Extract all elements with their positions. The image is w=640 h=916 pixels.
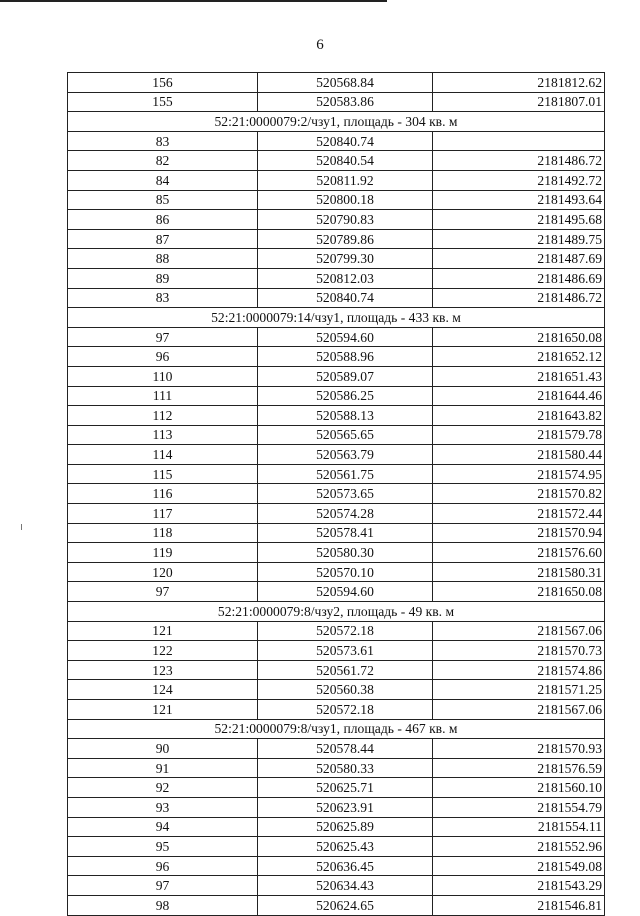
- point-number-cell: 96: [68, 347, 258, 367]
- table-row: [68, 73, 605, 93]
- x-coordinate-cell: 520625.43: [258, 837, 433, 857]
- point-number-cell: 84: [68, 170, 258, 190]
- table-row: [68, 543, 605, 563]
- point-number-cell: 97: [68, 327, 258, 347]
- table-row: [68, 229, 605, 249]
- section-title: 52:21:0000079:14/чзу1, площадь - 433 кв. м: [68, 308, 605, 328]
- x-coordinate-cell: 520594.60: [258, 327, 433, 347]
- x-coordinate-cell: 520594.60: [258, 582, 433, 602]
- x-coordinate-cell: 520811.92: [258, 170, 433, 190]
- y-coordinate-cell: 2181486.72: [433, 151, 605, 171]
- table-row: [68, 288, 605, 308]
- table-row: [68, 758, 605, 778]
- table-row: [68, 268, 605, 288]
- table-row: [68, 660, 605, 680]
- point-number-cell: 122: [68, 641, 258, 661]
- x-coordinate-cell: 520800.18: [258, 190, 433, 210]
- table-row: [68, 445, 605, 465]
- point-number-cell: 121: [68, 621, 258, 641]
- section-header-row: [68, 719, 605, 739]
- x-coordinate-cell: 520840.74: [258, 288, 433, 308]
- point-number-cell: 118: [68, 523, 258, 543]
- y-coordinate-cell: 2181812.62: [433, 73, 605, 93]
- point-number-cell: 88: [68, 249, 258, 269]
- point-number-cell: 83: [68, 288, 258, 308]
- table-row: [68, 170, 605, 190]
- table-row: [68, 837, 605, 857]
- x-coordinate-cell: 520624.65: [258, 895, 433, 915]
- x-coordinate-cell: 520840.54: [258, 151, 433, 171]
- y-coordinate-cell: 2181554.11: [433, 817, 605, 837]
- section-header-row: [68, 308, 605, 328]
- x-coordinate-cell: 520570.10: [258, 562, 433, 582]
- section-title: 52:21:0000079:8/чзу1, площадь - 467 кв. м: [68, 719, 605, 739]
- table-row: [68, 249, 605, 269]
- point-number-cell: 112: [68, 406, 258, 426]
- x-coordinate-cell: 520588.13: [258, 406, 433, 426]
- point-number-cell: 124: [68, 680, 258, 700]
- y-coordinate-cell: 2181574.95: [433, 464, 605, 484]
- table-row: [68, 700, 605, 720]
- coordinates-table: [67, 72, 605, 916]
- y-coordinate-cell: 2181546.81: [433, 895, 605, 915]
- margin-mark: [21, 524, 22, 530]
- y-coordinate-cell: 2181576.59: [433, 758, 605, 778]
- x-coordinate-cell: 520789.86: [258, 229, 433, 249]
- point-number-cell: 95: [68, 837, 258, 857]
- table-row: [68, 190, 605, 210]
- point-number-cell: 92: [68, 778, 258, 798]
- point-number-cell: 83: [68, 131, 258, 151]
- x-coordinate-cell: 520578.41: [258, 523, 433, 543]
- x-coordinate-cell: 520625.89: [258, 817, 433, 837]
- point-number-cell: 111: [68, 386, 258, 406]
- y-coordinate-cell: 2181567.06: [433, 621, 605, 641]
- x-coordinate-cell: 520583.86: [258, 92, 433, 112]
- y-coordinate-cell: 2181580.31: [433, 562, 605, 582]
- table-row: [68, 778, 605, 798]
- point-number-cell: 110: [68, 366, 258, 386]
- x-coordinate-cell: 520580.33: [258, 758, 433, 778]
- point-number-cell: 117: [68, 504, 258, 524]
- point-number-cell: 115: [68, 464, 258, 484]
- point-number-cell: 120: [68, 562, 258, 582]
- y-coordinate-cell: 2181543.29: [433, 876, 605, 896]
- y-coordinate-cell: 2181650.08: [433, 327, 605, 347]
- section-header-row: [68, 112, 605, 132]
- x-coordinate-cell: 520623.91: [258, 797, 433, 817]
- section-title: 52:21:0000079:2/чзу1, площадь - 304 кв. м: [68, 112, 605, 132]
- point-number-cell: 91: [68, 758, 258, 778]
- y-coordinate-cell: 2181489.75: [433, 229, 605, 249]
- table-row: [68, 151, 605, 171]
- table-row: [68, 92, 605, 112]
- top-rule: [0, 0, 387, 2]
- point-number-cell: 87: [68, 229, 258, 249]
- y-coordinate-cell: 2181570.82: [433, 484, 605, 504]
- point-number-cell: 116: [68, 484, 258, 504]
- page-number: 6: [316, 37, 324, 53]
- table-row: [68, 131, 605, 151]
- point-number-cell: 156: [68, 73, 258, 93]
- point-number-cell: 90: [68, 739, 258, 759]
- x-coordinate-cell: 520573.61: [258, 641, 433, 661]
- point-number-cell: 86: [68, 210, 258, 230]
- y-coordinate-cell: 2181567.06: [433, 700, 605, 720]
- y-coordinate-cell: 2181487.69: [433, 249, 605, 269]
- point-number-cell: 94: [68, 817, 258, 837]
- x-coordinate-cell: 520586.25: [258, 386, 433, 406]
- point-number-cell: 98: [68, 895, 258, 915]
- table-row: [68, 621, 605, 641]
- table-row: [68, 856, 605, 876]
- y-coordinate-cell: 2181651.43: [433, 366, 605, 386]
- point-number-cell: 89: [68, 268, 258, 288]
- y-coordinate-cell: 2181552.96: [433, 837, 605, 857]
- point-number-cell: 114: [68, 445, 258, 465]
- y-coordinate-cell: 2181493.64: [433, 190, 605, 210]
- y-coordinate-cell: 2181570.93: [433, 739, 605, 759]
- x-coordinate-cell: 520561.72: [258, 660, 433, 680]
- point-number-cell: 85: [68, 190, 258, 210]
- table-row: [68, 523, 605, 543]
- x-coordinate-cell: 520572.18: [258, 621, 433, 641]
- table-row: [68, 876, 605, 896]
- table-row: [68, 680, 605, 700]
- y-coordinate-cell: 2181495.68: [433, 210, 605, 230]
- x-coordinate-cell: 520573.65: [258, 484, 433, 504]
- x-coordinate-cell: 520578.44: [258, 739, 433, 759]
- x-coordinate-cell: 520563.79: [258, 445, 433, 465]
- y-coordinate-cell: 2181807.01: [433, 92, 605, 112]
- table-row: [68, 327, 605, 347]
- y-coordinate-cell: 2181572.44: [433, 504, 605, 524]
- x-coordinate-cell: 520580.30: [258, 543, 433, 563]
- x-coordinate-cell: 520636.45: [258, 856, 433, 876]
- x-coordinate-cell: 520561.75: [258, 464, 433, 484]
- y-coordinate-cell: 2181652.12: [433, 347, 605, 367]
- table-row: [68, 386, 605, 406]
- y-coordinate-cell: 2181644.46: [433, 386, 605, 406]
- y-coordinate-cell: 2181574.86: [433, 660, 605, 680]
- y-coordinate-cell: 2181579.78: [433, 425, 605, 445]
- table-row: [68, 582, 605, 602]
- y-coordinate-cell: 2181570.73: [433, 641, 605, 661]
- table-row: [68, 641, 605, 661]
- y-coordinate-cell: 2181570.94: [433, 523, 605, 543]
- x-coordinate-cell: 520634.43: [258, 876, 433, 896]
- table-row: [68, 817, 605, 837]
- y-coordinate-cell: 2181486.72: [433, 288, 605, 308]
- coordinates-table-body: [68, 73, 605, 916]
- y-coordinate-cell: 2181650.08: [433, 582, 605, 602]
- y-coordinate-cell: 2181554.79: [433, 797, 605, 817]
- point-number-cell: 96: [68, 856, 258, 876]
- point-number-cell: 97: [68, 876, 258, 896]
- table-row: [68, 347, 605, 367]
- x-coordinate-cell: 520589.07: [258, 366, 433, 386]
- point-number-cell: 113: [68, 425, 258, 445]
- y-coordinate-cell: [433, 131, 605, 151]
- point-number-cell: 155: [68, 92, 258, 112]
- table-row: [68, 425, 605, 445]
- table-row: [68, 562, 605, 582]
- x-coordinate-cell: 520812.03: [258, 268, 433, 288]
- table-row: [68, 210, 605, 230]
- table-row: [68, 464, 605, 484]
- x-coordinate-cell: 520574.28: [258, 504, 433, 524]
- point-number-cell: 121: [68, 700, 258, 720]
- x-coordinate-cell: 520588.96: [258, 347, 433, 367]
- y-coordinate-cell: 2181492.72: [433, 170, 605, 190]
- x-coordinate-cell: 520560.38: [258, 680, 433, 700]
- y-coordinate-cell: 2181486.69: [433, 268, 605, 288]
- x-coordinate-cell: 520799.30: [258, 249, 433, 269]
- section-header-row: [68, 602, 605, 622]
- y-coordinate-cell: 2181571.25: [433, 680, 605, 700]
- x-coordinate-cell: 520840.74: [258, 131, 433, 151]
- point-number-cell: 82: [68, 151, 258, 171]
- y-coordinate-cell: 2181576.60: [433, 543, 605, 563]
- table-row: [68, 366, 605, 386]
- table-row: [68, 895, 605, 915]
- y-coordinate-cell: 2181549.08: [433, 856, 605, 876]
- table-row: [68, 484, 605, 504]
- x-coordinate-cell: 520790.83: [258, 210, 433, 230]
- y-coordinate-cell: 2181643.82: [433, 406, 605, 426]
- x-coordinate-cell: 520572.18: [258, 700, 433, 720]
- x-coordinate-cell: 520568.84: [258, 73, 433, 93]
- point-number-cell: 93: [68, 797, 258, 817]
- y-coordinate-cell: 2181580.44: [433, 445, 605, 465]
- x-coordinate-cell: 520625.71: [258, 778, 433, 798]
- table-row: [68, 406, 605, 426]
- x-coordinate-cell: 520565.65: [258, 425, 433, 445]
- table-row: [68, 739, 605, 759]
- point-number-cell: 97: [68, 582, 258, 602]
- point-number-cell: 119: [68, 543, 258, 563]
- table-row: [68, 797, 605, 817]
- y-coordinate-cell: 2181560.10: [433, 778, 605, 798]
- section-title: 52:21:0000079:8/чзу2, площадь - 49 кв. м: [68, 602, 605, 622]
- point-number-cell: 123: [68, 660, 258, 680]
- table-row: [68, 504, 605, 524]
